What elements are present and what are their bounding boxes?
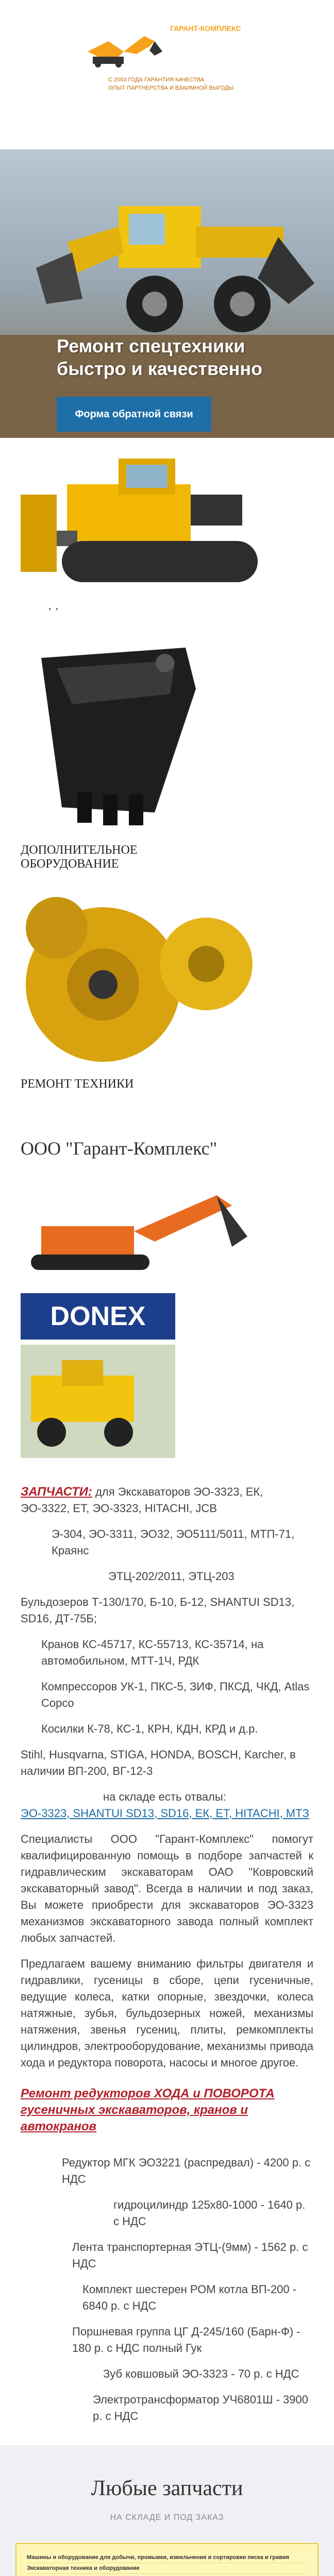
spares-intro: для Экскаваторов ЭО-3323, ЕК, ЭО-3322, ЕТ, ЭО-3323, HITACHI, JCB xyxy=(21,1485,263,1515)
svg-text:ГАРАНТ-КОМПЛЕКС: ГАРАНТ-КОМПЛЕКС xyxy=(170,24,241,32)
parts-subtitle: НА СКЛАДЕ И ПОД ЗАКАЗ xyxy=(110,2513,224,2522)
feedback-form-button[interactable]: Форма обратной связи xyxy=(57,397,211,432)
price-4: Комплект шестерен РОМ котла ВП-200 - 6840 р. с НДС xyxy=(82,2283,297,2312)
hero-banner xyxy=(0,149,334,438)
spares-line-7: Косилки К-78, КС-1, КРН, КДН, КРД и д.р. xyxy=(41,1722,258,1735)
main-content xyxy=(0,1484,334,2425)
price-5: Поршневая группа ЦГ Д-245/160 (Барн-Ф) - 180 р. с НДС полный Гук xyxy=(72,2325,300,2354)
price-3: Лента транспортерная ЭТЦ-(9мм) - 1562 р. с НДС xyxy=(72,2241,308,2270)
repair-heading: Ремонт редукторов ХОДА и ПОВОРОТА гусеничных экскаваторов, кранов и автокранов xyxy=(21,2087,275,2133)
bucket-image xyxy=(0,627,334,843)
parts-catalog xyxy=(15,2543,319,2576)
price-6: Зуб ковшовый ЭО-3323 - 70 р. с НДС xyxy=(103,2367,299,2380)
company-title: ООО "Гарант-Комплекс" xyxy=(21,1138,218,1159)
equipment-image-block[interactable] xyxy=(0,627,334,843)
parts-title: Любые запчасти xyxy=(91,2477,243,2500)
spares-line-2: Э-304, ЭО-3311, ЭО32, ЭО5111/5011, МТП-71, Краянс xyxy=(52,1528,295,1557)
parts-section xyxy=(0,2445,334,2576)
products-paragraph: Предлагаем вашему вниманию фильтры двигателя и гидравлики, гусеницы в сборе, цепи гусеничные, ведущие колеса, катки опорные, звездочки, колеса натяжные, зубья, бульдозерных ножей, механизмы натяжения, звенья гусениц, плиты, ремкомплекты цилиндров, электрооборудование, механизмы привода хода и редуктора поворота, насосы и многое другое. xyxy=(21,1957,313,2069)
spares-line-4: Бульдозеров Т-130/170, Б-10, Б-12, SHANTUI SD13, SD16, ДТ-75Б; xyxy=(21,1596,295,1625)
donex-logo xyxy=(21,1293,175,1340)
company-logo[interactable] xyxy=(77,15,258,93)
bulldozer-image xyxy=(0,438,334,608)
donex-label: DONEX xyxy=(50,1301,146,1331)
machines-photo xyxy=(21,1345,334,1463)
spares-line-3: ЭТЦ-202/2011, ЭТЦ-203 xyxy=(108,1570,235,1583)
repair-label[interactable]: РЕМОНТ ТЕХНИКИ xyxy=(21,1077,134,1091)
stock-heading: на складе есть отвалы: xyxy=(103,1790,226,1803)
price-2: гидроцилиндр 125х80-1000 - 1640 р. с НДС xyxy=(113,2198,306,2228)
bulldozers-image-block[interactable] xyxy=(0,438,334,608)
intro-paragraph: Специалисты ООО "Гарант-Комплекс" помогут квалифицированную помощь в подборе запчастей к гидравлическим экскаваторам ОАО "Ковровский экскаваторный завод". Всегда в наличии и под заказ, Вы можете приобрести для экскаваторов ЭО-3323 механизмов экскаваторного завода полный комплект любых запчастей. xyxy=(21,1833,313,1944)
price-7: Электротрансформатор УЧ6801Ш - 3900 р. с НДС xyxy=(93,2393,308,2422)
gears-image xyxy=(0,882,334,1077)
site-header xyxy=(0,0,334,149)
svg-text:ОПЫТ ПАРТНЕРСТВА И ВЗАИМНОЙ ВЫ: ОПЫТ ПАРТНЕРСТВА И ВЗАИМНОЙ ВЫГОДЫ xyxy=(108,85,234,91)
excavator-photo xyxy=(10,1175,334,1278)
spares-line-6: Компрессоров УК-1, ПКС-5, ЗИФ, ПКСД, ЧКД, Atlas Copco xyxy=(41,1680,310,1709)
hero-image xyxy=(0,149,334,438)
spares-line-5: Кранов КС-45717, КС-55713, КС-35714, на автомобильном, МТТ-1Ч, РДК xyxy=(41,1638,264,1667)
svg-text:С 2003 ГОДА ГАРАНТИЯ КАЧЕСТВА: С 2003 ГОДА ГАРАНТИЯ КАЧЕСТВА xyxy=(108,77,205,83)
spares-heading: ЗАПЧАСТИ: xyxy=(21,1485,92,1499)
price-1: Редуктор МГК ЭО3221 (распредвал) - 4200 р. с НДС xyxy=(62,2156,311,2185)
stock-links[interactable]: ЭО-3323, SHANTUI SD13, SD16, ЕК, ЕТ, HITACHI, MTЗ xyxy=(21,1807,309,1820)
repair-image-block[interactable] xyxy=(0,882,334,1077)
equipment-label[interactable]: ДОПОЛНИТЕЛЬНОЕ ОБОРУДОВАНИЕ xyxy=(21,843,138,871)
catalog-item[interactable] xyxy=(27,2574,307,2576)
spares-line-8: Stihl, Husqvarna, STIGA, HONDA, BOSCH, Karcher, в наличии ВП-200, ВГ-12-3 xyxy=(21,1748,296,1777)
hero-title: Ремонт спецтехники быстро и качественно xyxy=(57,335,263,379)
catalog-item[interactable]: Машины и оборудование для добычи, промывки, измельчения и сортировки песка и гравия xyxy=(27,2552,307,2563)
catalog-item[interactable]: Экскаваторная техника и оборудование xyxy=(27,2563,307,2574)
